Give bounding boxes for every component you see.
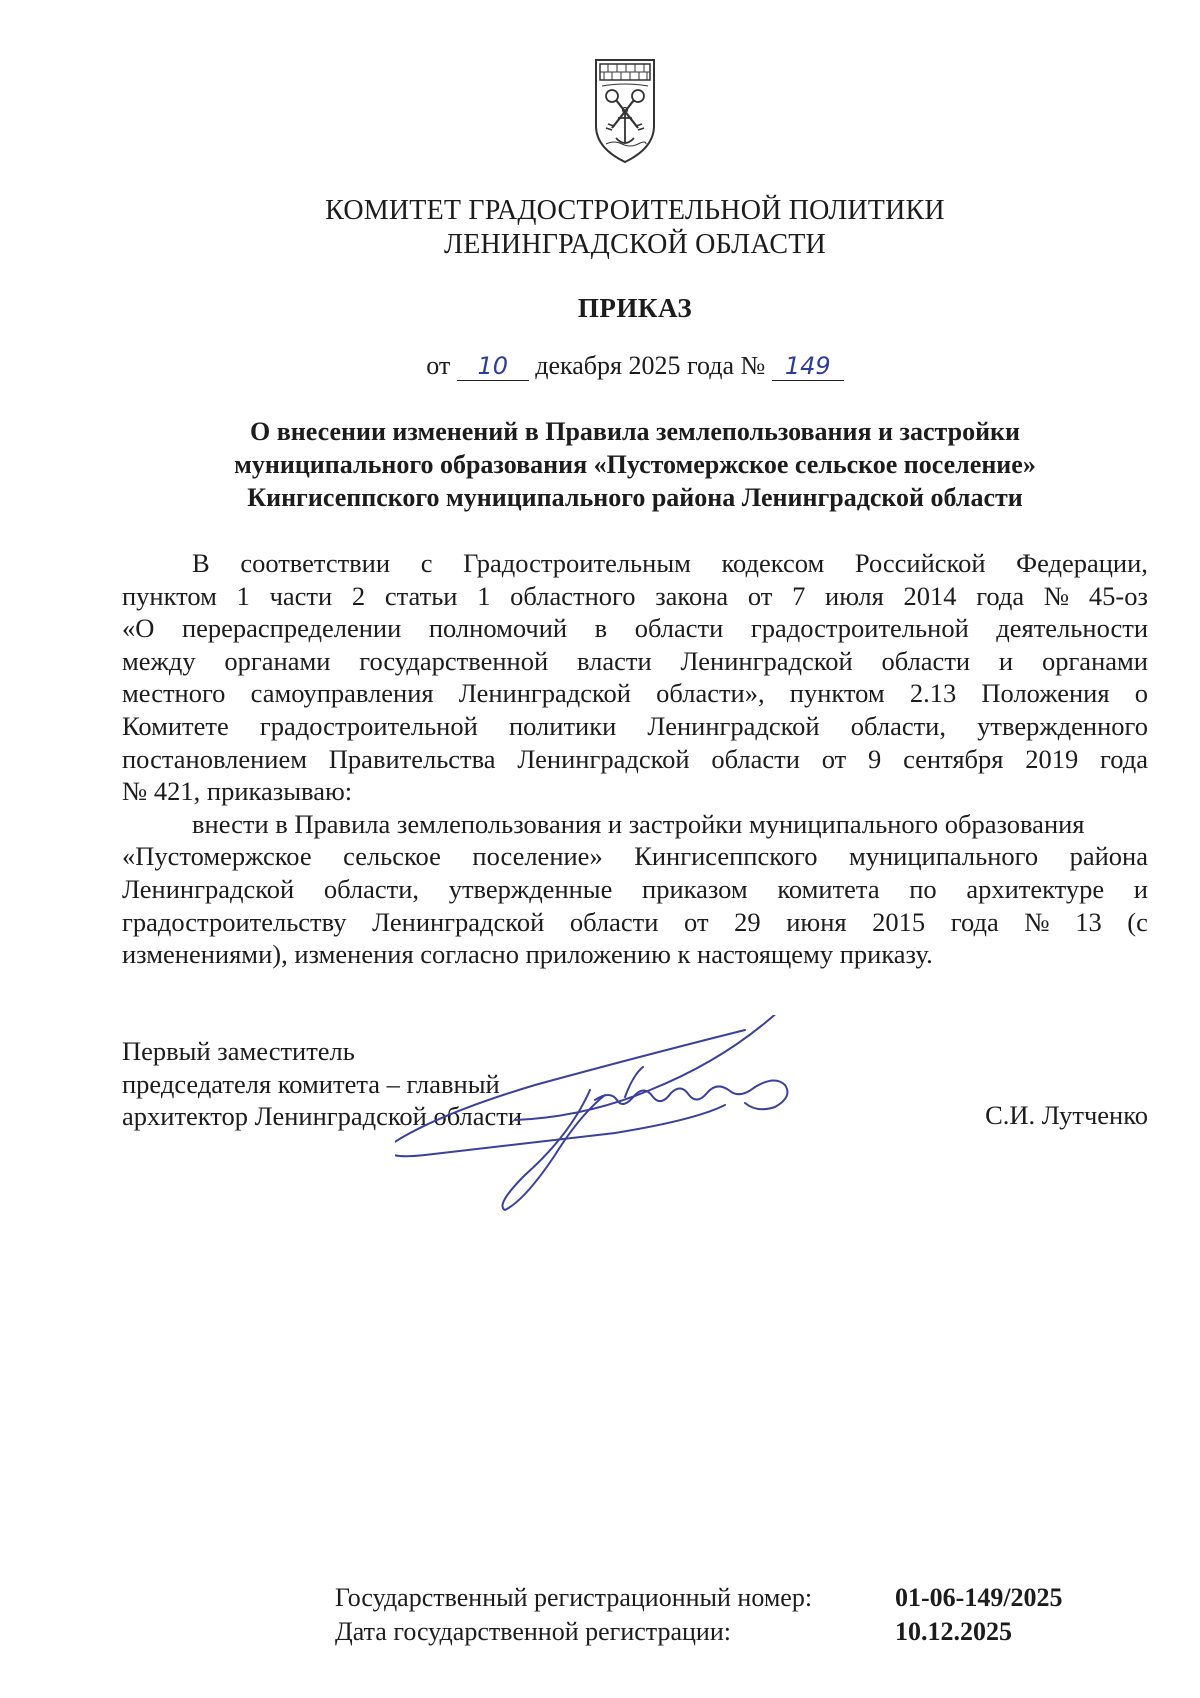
body-word: 2015 <box>872 906 926 937</box>
body-word: «Пустомержское <box>122 841 312 872</box>
body-line <box>122 938 1148 971</box>
body-word: В <box>192 548 210 578</box>
body-word: поселение» <box>472 841 603 872</box>
body-word: Ленинградской <box>122 873 295 904</box>
organization-name-line-2: ЛЕНИНГРАДСКОЙ ОБЛАСТИ <box>444 229 826 260</box>
body-word: сельское <box>343 841 441 872</box>
handwritten-signature <box>395 1015 855 1215</box>
body-word: полномочий <box>428 613 568 644</box>
body-word: областного <box>510 580 636 611</box>
body-word: от <box>684 906 709 937</box>
body-word: и <box>1133 873 1148 904</box>
body-line <box>122 743 1148 776</box>
body-word: с <box>420 548 433 578</box>
body-word: Комитете <box>122 710 229 741</box>
date-prefix: от <box>426 351 451 380</box>
registration-number-row <box>335 1581 1063 1615</box>
body-word: утвержденные <box>448 873 613 904</box>
body-word: 1 <box>236 580 250 611</box>
body-word: внести в Правила землепользования и застройки муниципального образования <box>192 808 1085 839</box>
body-word: «О <box>122 613 155 644</box>
organization-name-line-1: КОМИТЕТ ГРАДОСТРОИТЕЛЬНОЙ ПОЛИТИКИ <box>325 195 945 226</box>
body-word: Положения <box>981 678 1110 709</box>
position-line: архитектор Ленинградской области <box>122 1101 523 1132</box>
body-word: от <box>747 580 773 611</box>
body-word: муниципального <box>848 841 1039 872</box>
body-word: года <box>976 580 1025 611</box>
body-word: градостроительной <box>259 710 478 741</box>
body-word: пунктом <box>122 580 217 611</box>
body-word: Российской <box>854 548 986 578</box>
date-month-year-text: декабря 2025 года № <box>535 351 766 380</box>
coat-of-arms-emblem <box>592 56 658 166</box>
body-line <box>122 580 1148 613</box>
body-word: Градостроительным <box>463 548 691 578</box>
body-word: градостроительству <box>122 906 347 937</box>
body-word: о <box>1134 678 1148 709</box>
body-word: от <box>821 743 847 774</box>
body-word: 1 <box>477 580 491 611</box>
body-word: архитектуре <box>966 873 1105 904</box>
body-word: области, <box>323 873 420 904</box>
body-word: статьи <box>384 580 458 611</box>
body-word: соответствии <box>240 548 391 578</box>
body-word: комитета <box>777 873 880 904</box>
registration-date-row <box>335 1615 1063 1649</box>
body-word: области <box>711 743 800 774</box>
body-line <box>122 612 1148 645</box>
order-subject-heading <box>120 415 1150 514</box>
body-word: изменениями), изменения согласно приложению к настоящему приказу. <box>122 939 933 970</box>
position-line: Первый заместитель <box>122 1036 355 1066</box>
body-word: 2 <box>351 580 366 611</box>
body-word: области <box>881 645 971 676</box>
body-word: градостроительной <box>750 613 969 644</box>
handwritten-order-number-field: 149 <box>772 352 844 381</box>
body-word: органами <box>1041 645 1148 676</box>
body-word: области», <box>656 678 765 709</box>
body-word: 2019 <box>1025 743 1079 774</box>
registration-date-label: Дата государственной регистрации: <box>335 1617 731 1646</box>
body-line <box>122 710 1148 743</box>
body-word: области, <box>850 710 946 741</box>
body-word: Правительства <box>328 743 496 774</box>
body-word: 9 <box>868 743 882 774</box>
body-line <box>122 808 1148 841</box>
handwritten-day-field: 10 <box>457 352 529 381</box>
body-word: и <box>998 645 1014 676</box>
position-line: председателя комитета – главный <box>122 1068 500 1099</box>
body-line <box>122 906 1148 939</box>
body-word: закона <box>655 580 729 611</box>
body-word: в <box>594 613 608 644</box>
body-word: № <box>1043 580 1070 611</box>
body-word: части <box>269 580 333 611</box>
body-word: перераспределении <box>181 613 402 644</box>
date-number-line <box>0 351 1200 381</box>
body-word: политики <box>508 710 617 741</box>
body-word: органами <box>224 645 331 676</box>
body-word: 2014 <box>903 580 957 611</box>
body-word: местного <box>122 678 226 709</box>
body-word: 7 <box>792 580 806 611</box>
subject-line: муниципального образования «Пустомержское сельское поселение» <box>234 450 1036 479</box>
body-word: Ленинградской <box>517 743 690 774</box>
body-line <box>122 775 1148 808</box>
body-word: деятельности <box>996 613 1148 644</box>
body-word: области <box>569 906 659 937</box>
document-type-title: ПРИКАЗ <box>577 293 693 323</box>
body-word: 45-оз <box>1088 580 1148 611</box>
body-word: постановлением <box>122 743 307 774</box>
registration-date-value: 10.12.2025 <box>895 1617 1012 1646</box>
body-word: приказом <box>642 873 748 904</box>
body-word: июня <box>786 906 847 937</box>
body-word: Ленинградской <box>680 645 853 676</box>
registration-number-label: Государственный регистрационный номер: <box>335 1583 813 1612</box>
subject-line: Кингисеппского муниципального района Ленинградской области <box>247 483 1023 512</box>
body-word: года <box>1100 743 1148 774</box>
body-word: Ленинградской <box>372 906 545 937</box>
body-word: № <box>1024 906 1050 937</box>
body-word: утвержденного <box>977 710 1148 741</box>
body-word: пунктом <box>789 678 885 709</box>
state-registration-block <box>335 1581 1063 1649</box>
body-word: 29 <box>734 906 761 937</box>
body-word: по <box>909 873 937 904</box>
body-word: между <box>122 645 196 676</box>
body-word: кодексом <box>721 548 825 578</box>
body-word: 13 <box>1075 906 1102 937</box>
body-word: июля <box>825 580 884 611</box>
body-word: государственной <box>359 645 549 676</box>
body-line <box>122 873 1148 906</box>
subject-line: О внесении изменений в Правила землепользования и застройки <box>249 417 1021 446</box>
body-line <box>122 840 1148 873</box>
body-word: № 421, приказываю: <box>122 776 353 807</box>
body-word: Федерации, <box>1016 548 1148 578</box>
order-body-text <box>122 547 1148 971</box>
body-word: Ленинградской <box>458 678 631 709</box>
body-line <box>122 677 1148 710</box>
body-word: области <box>634 613 724 644</box>
body-word: власти <box>576 645 652 676</box>
body-word: Ленинградской <box>647 710 820 741</box>
signer-name: С.И. Лутченко <box>985 1100 1148 1130</box>
body-word: Кингисеппского <box>634 841 818 872</box>
body-word: 2.13 <box>909 678 957 709</box>
body-word: года <box>950 906 999 937</box>
body-word: района <box>1069 841 1148 872</box>
body-word: (с <box>1127 906 1148 937</box>
body-word: самоуправления <box>250 678 434 709</box>
body-line <box>122 547 1148 580</box>
body-word: сентября <box>903 743 1004 774</box>
registration-number-value: 01-06-149/2025 <box>895 1583 1063 1612</box>
body-line <box>122 645 1148 678</box>
